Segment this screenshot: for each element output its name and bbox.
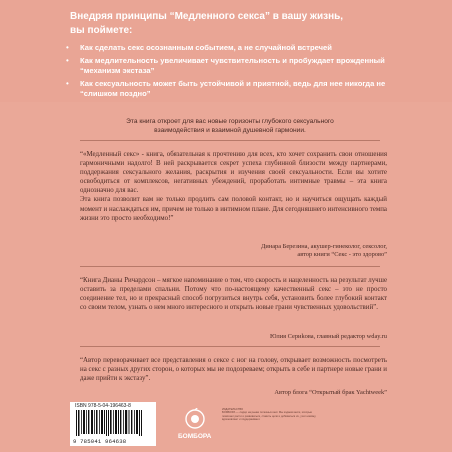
quote-paragraph: Эта книга позволит вам не только продлить сам половой контакт, но и научиться ощущать каждый момент и наслаждаться им, причем не только в интимном плане. Для сегодняшнего интенсивного темпа жизни это просто необходимо!” [80,196,387,222]
quote-2-author [80,333,387,341]
quote-paragraph: “Автор переворачивает все представления о сексе с ног на голову, открывает возможность посмотреть на секс с разных других сторон, о которых мы не подозреваем; открыть в себе и партнере новые грани и даже прийти к экстазу”. [80,357,387,383]
divider [80,140,380,141]
quote-paragraph: “«Медленный секс» - книга, обязательная к прочтению для всех, кто хочет сохранить свои отношения гармоничными надолго! В ней раскрывается секрет успеха глубинной близости между партнерами, поддержания сексуального желания, раскрытия и изучения своей сексуальности. Если вы хотите освободиться от комплексов, негативных убеждений, проработать интимные травмы – эта книга однозначно для вас. [80,151,387,195]
list-item [66,56,406,76]
lead-paragraph [75,117,385,135]
divider [80,346,380,347]
list-item [66,79,406,99]
intro-line-2: вы поймете: [70,25,133,36]
isbn-label: ISBN 978-5-04-196463-8 [75,403,131,409]
bullet-icon: • [66,79,69,88]
barcode-digits: 9 785041 964638 [73,438,127,445]
list-item-text: Как сексуальность может быть устойчивой и приятной, ведь для нее никогда не “слишком поздно” [80,79,386,98]
quote-paragraph: “Книга Дианы Ричардсон – мягкое напоминание о том, что скорость и нацеленность на результат лучше оставить за пределами спальни. Потому что по-настоящему качественный секс – это не просто соединение тел, но и прекрасный способ погрузиться внутрь себя, установить более глубокий контакт со своим телом, узнать о нем много интересного и открыть новые грани чувственных удовольствий”. [80,277,387,312]
quote-3 [80,356,387,383]
quote-1-author [80,243,387,260]
lead-line-2: взаимодействия и взаимной душевной гармонии. [154,127,306,134]
author-line: Динара Березина, акушер-гинеколог, сексолог, [261,243,387,250]
intro-line-1: Внедряя принципы “Медленного секса” в вашу жизнь, [70,11,344,22]
publisher-name: БОМБОРА [178,433,212,440]
quote-1 [80,150,387,223]
bullet-icon: • [66,56,69,65]
barcode [70,402,156,446]
publisher-imprint [222,408,318,421]
bullet-icon: • [66,43,69,52]
publisher-imprint-text: БОМБОРА — лидер на рынке полезных книг. Мы издаем книги, которые помогают расти и развиваться, ставить цели и добиваться их, учат новому, вдохновляют и поддерживают. [222,411,317,421]
list-item-text: Как сделать секс осознанным событием, а не случайной встречей [80,43,332,52]
lead-line-1: Эта книга откроет для вас новые горизонты глубокого сексуального [126,118,334,125]
publisher-tagline: ИЗДАТЕЛЬСТВО [222,408,244,411]
benefits-list [66,43,406,102]
publisher-logo [178,408,212,442]
list-item [66,43,406,53]
bombora-logo-icon [178,408,212,434]
divider [80,266,380,267]
author-line: автор книги “Секс - это здорово” [297,251,387,259]
list-item-text: Как медлительность увеличивает чувствительность и пробуждает врожденный “механизм экстаза” [80,56,385,75]
quote-2 [80,276,387,312]
author-line: Автор блога “Открытый брак Yachtweek” [274,389,387,396]
quote-3-author [80,389,387,397]
author-line: Юлия Сериkова, главный редактор wday.ru [270,333,387,340]
intro-heading [70,10,400,38]
